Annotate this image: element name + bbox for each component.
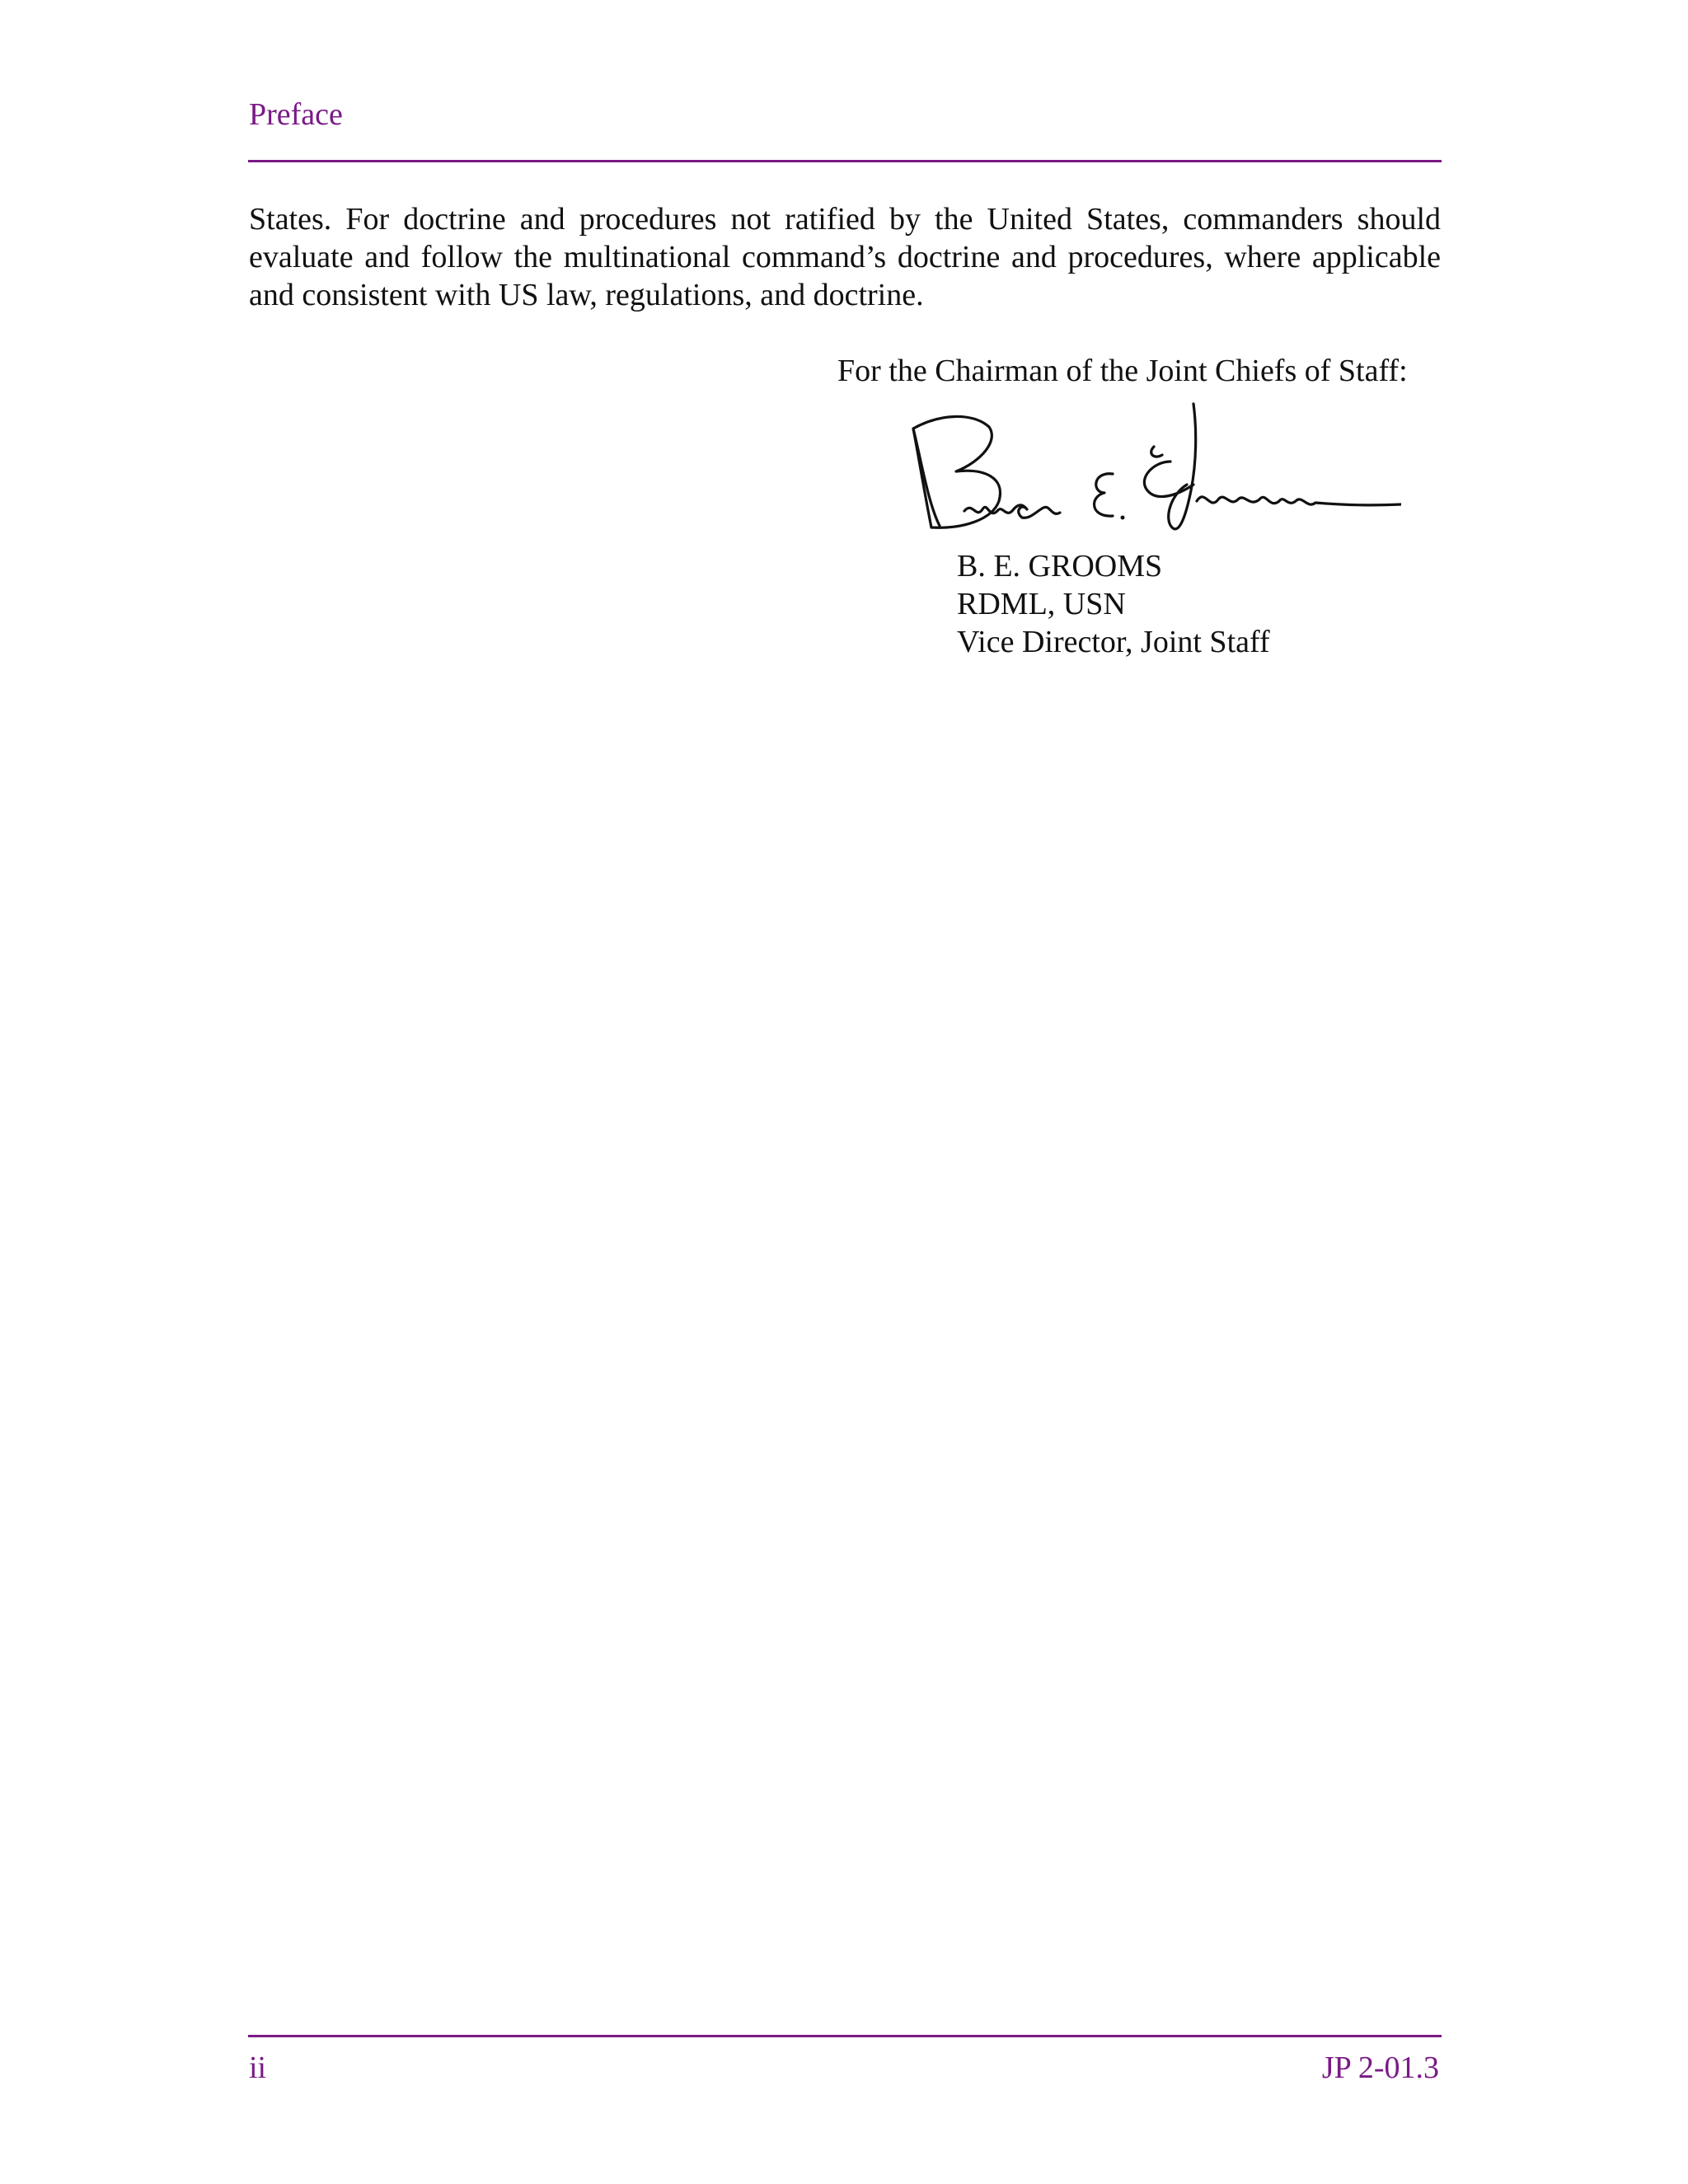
page-number: ii (249, 2050, 267, 2085)
signatory-title: Vice Director, Joint Staff (957, 625, 1270, 659)
publication-id: JP 2-01.3 (1321, 2050, 1439, 2085)
signatory-rank: RDML, USN (957, 587, 1126, 621)
header-rule (248, 160, 1442, 162)
body-paragraph: States. For doctrine and procedures not ratified by the United States, commanders should evaluate and follow the multinational command’s doctrine and procedures, where applicable and consistent with US law, regulations, and doctrine. (249, 202, 1441, 312)
signatory-name: B. E. GROOMS (957, 549, 1163, 583)
running-header-title: Preface (249, 97, 343, 132)
footer-rule (248, 2035, 1442, 2037)
signatory-block (957, 547, 1270, 661)
handwritten-signature (907, 396, 1401, 544)
signature-intro: For the Chairman of the Joint Chiefs of Staff: (837, 354, 1408, 388)
